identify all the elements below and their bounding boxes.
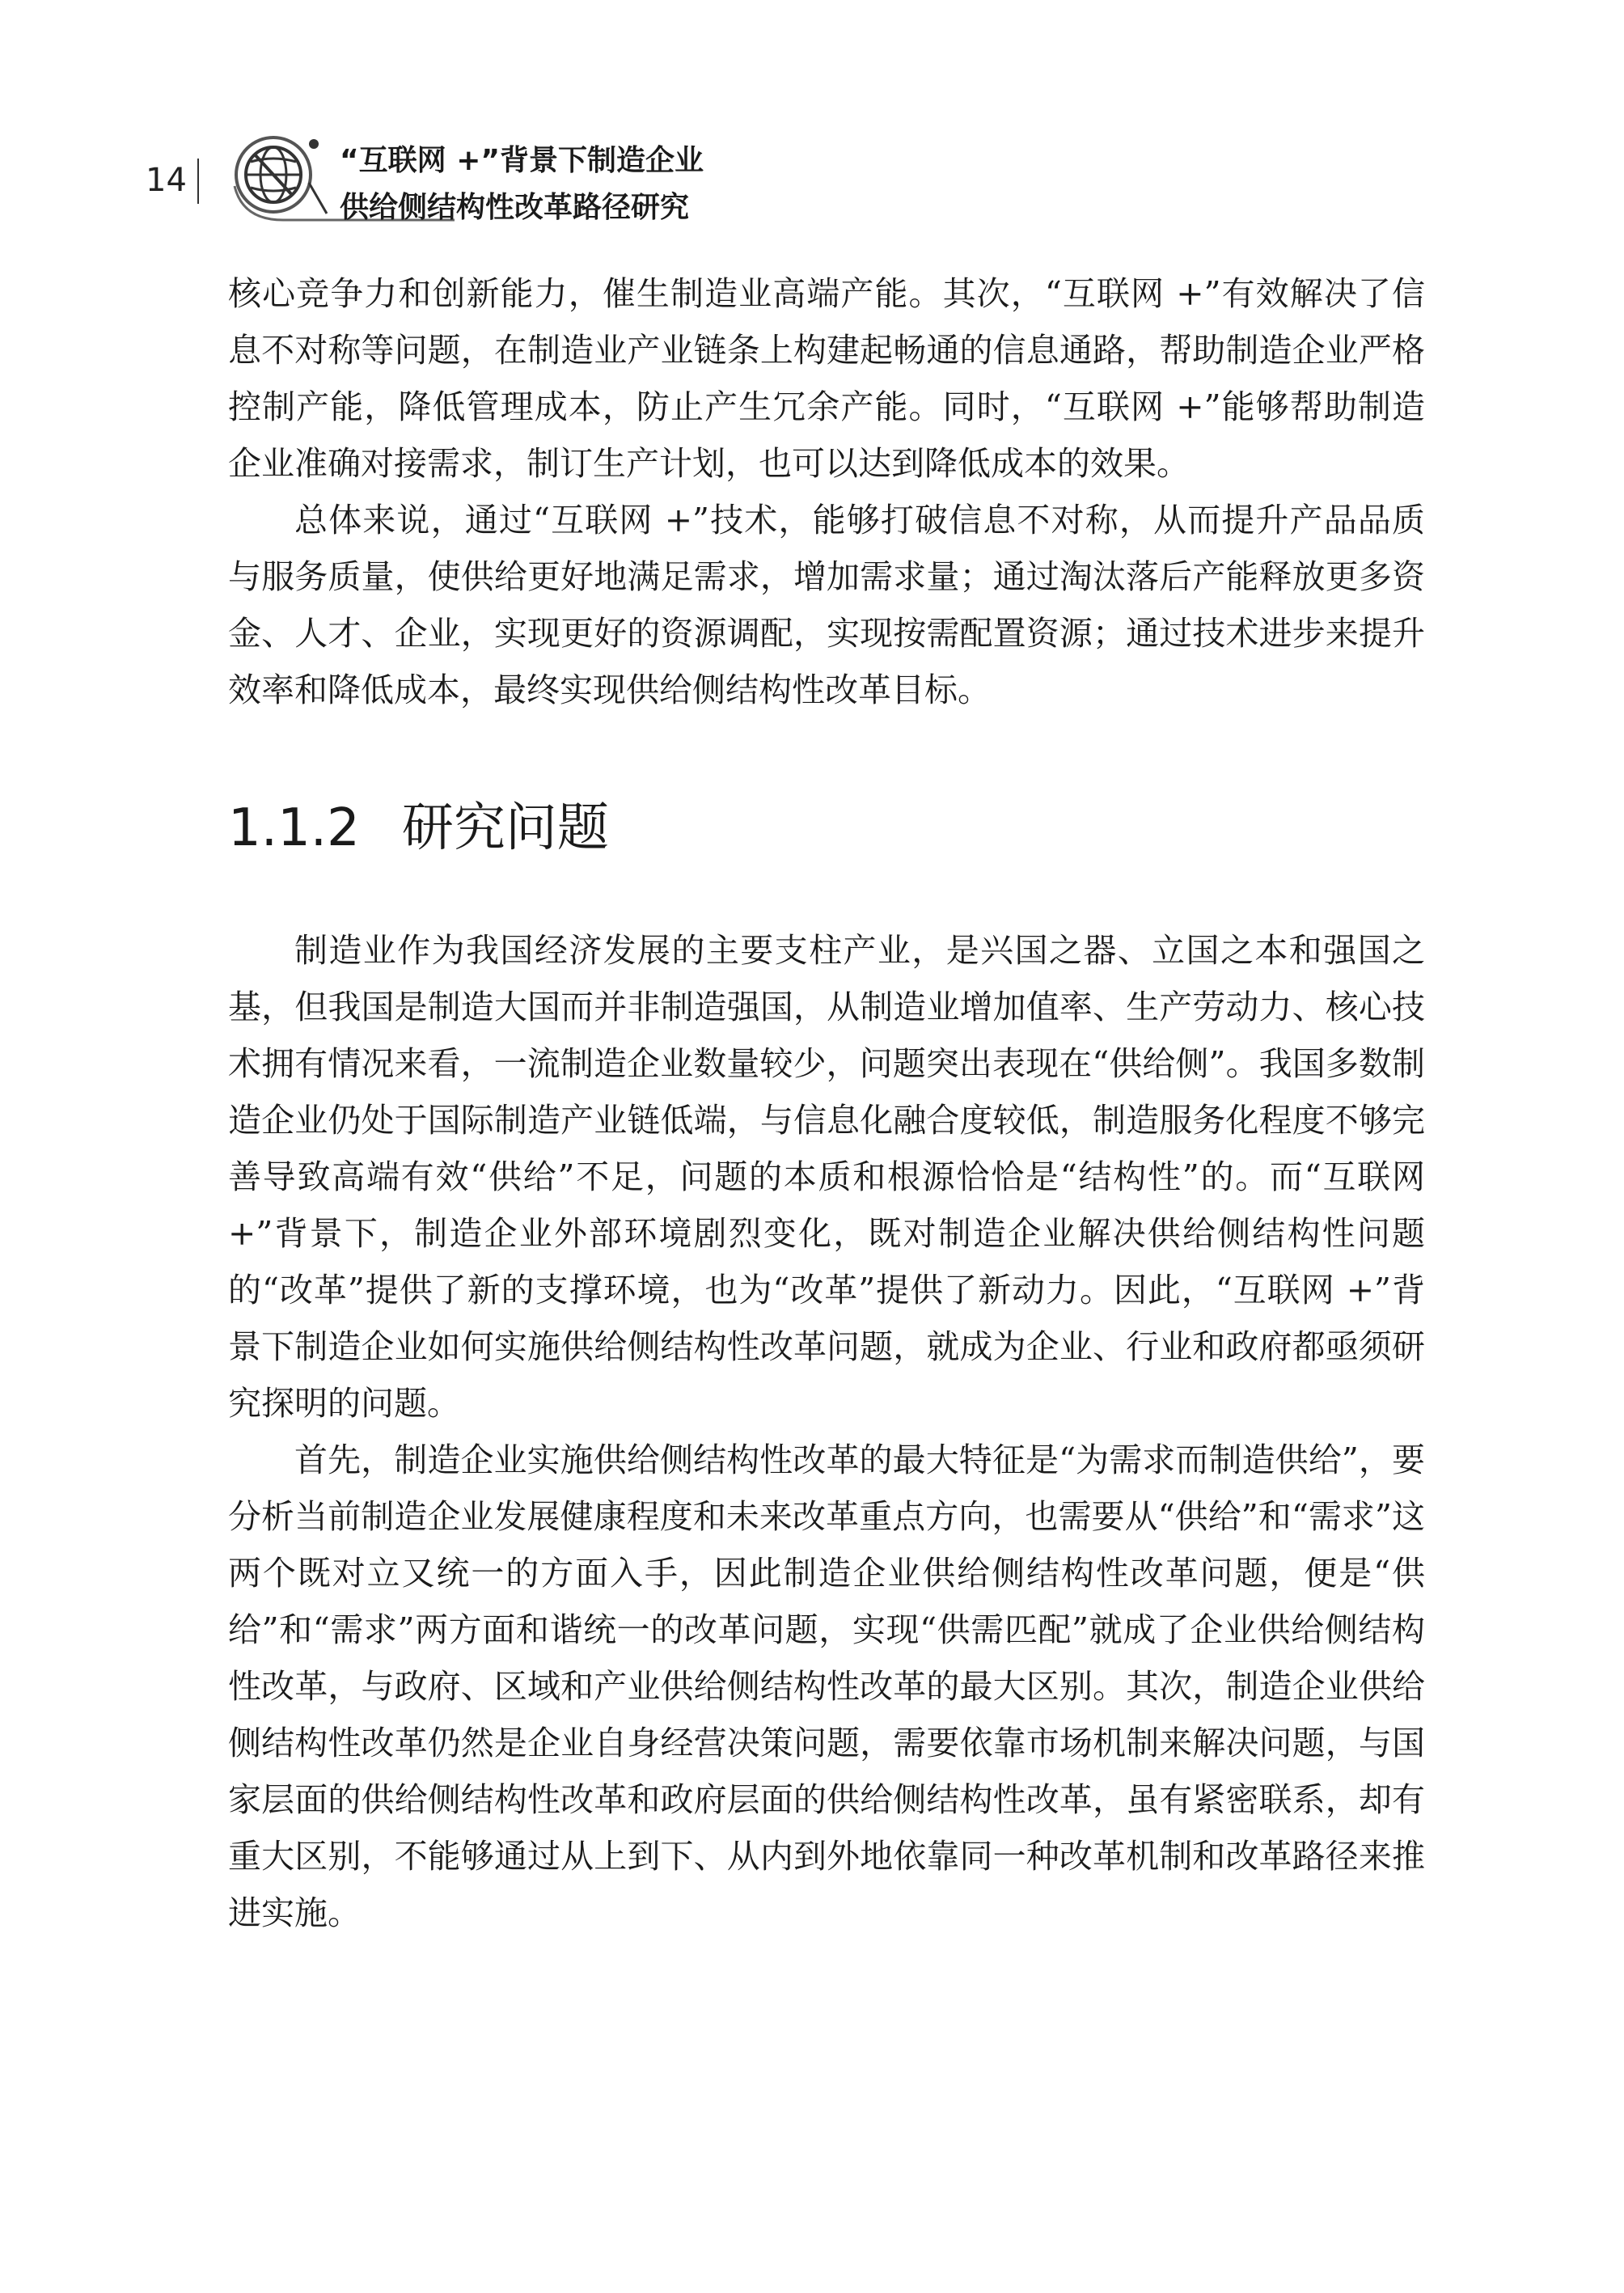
paragraph: 核心竞争力和创新能力，催生制造业高端产能。其次，“互联网 +”有效解决了信息不对称等问题，在制造业产业链条上构建起畅通的信息通路，帮助制造企业严格控制产能，降低管理成本，防止产生冗余产能。同时，“互联网 +”能够帮助制造企业准确对接需求，制订生产计划，也可以达到降低成本的效果。 [228, 274, 1425, 483]
running-header [129, 129, 744, 235]
header-title-line-2: 供给侧结构性改革路径研究 [340, 191, 690, 224]
section-heading [228, 796, 1425, 861]
page-number: 14 [146, 162, 187, 199]
paragraph: 制造业作为我国经济发展的主要支柱产业，是兴国之器、立国之本和强国之基，但我国是制造大国而并非制造强国，从制造业增加值率、生产劳动力、核心技术拥有情况来看，一流制造企业数量较少，问题突出表现在“供给侧”。我国多数制造企业仍处于国际制造产业链低端，与信息化融合度较低，制造服务化程度不够完善导致高端有效“供给”不足，问题的本质和根源恰恰是“结构性”的。而“互联网 +”背景下，制造企业外部环境剧烈变化，既对制造企业解决供给侧结构性问题的“改革”提供了新的支撑环境，也为“改革”提供了新动力。因此，“互联网 +”背景下制造企业如何实施供给侧结构性改革问题，就成为企业、行业和政府都亟须研究探明的问题。 [228, 931, 1425, 1423]
section-number: 1.1.2 [228, 798, 360, 858]
section-title: 研究问题 [401, 798, 609, 858]
header-title-line-1: “互联网 +”背景下制造企业 [340, 144, 704, 177]
header-divider [197, 159, 199, 204]
page-body [228, 265, 1425, 1941]
header-title [340, 137, 704, 231]
paragraph: 总体来说，通过“互联网 +”技术，能够打破信息不对称，从而提升产品品质与服务质量，使供给更好地满足需求，增加需求量；通过淘汰落后产能释放更多资金、人才、企业，实现更好的资源调配，实现按需配置资源；通过技术进步来提升效率和降低成本，最终实现供给侧结构性改革目标。 [228, 501, 1425, 709]
paragraph: 首先，制造企业实施供给侧结构性改革的最大特征是“为需求而制造供给”，要分析当前制造企业发展健康程度和未来改革重点方向，也需要从“供给”和“需求”这两个既对立又统一的方面入手，因此制造企业供给侧结构性改革问题，便是“供给”和“需求”两方面和谐统一的改革问题，实现“供需匹配”就成了企业供给侧结构性改革，与政府、区域和产业供给侧结构性改革的最大区别。其次，制造企业供给侧结构性改革仍然是企业自身经营决策问题，需要依靠市场机制来解决问题，与国家层面的供给侧结构性改革和政府层面的供给侧结构性改革，虽有紧密联系，却有重大区别，不能够通过从上到下、从内到外地依靠同一种改革机制和改革路径来推进实施。 [228, 1441, 1425, 1932]
